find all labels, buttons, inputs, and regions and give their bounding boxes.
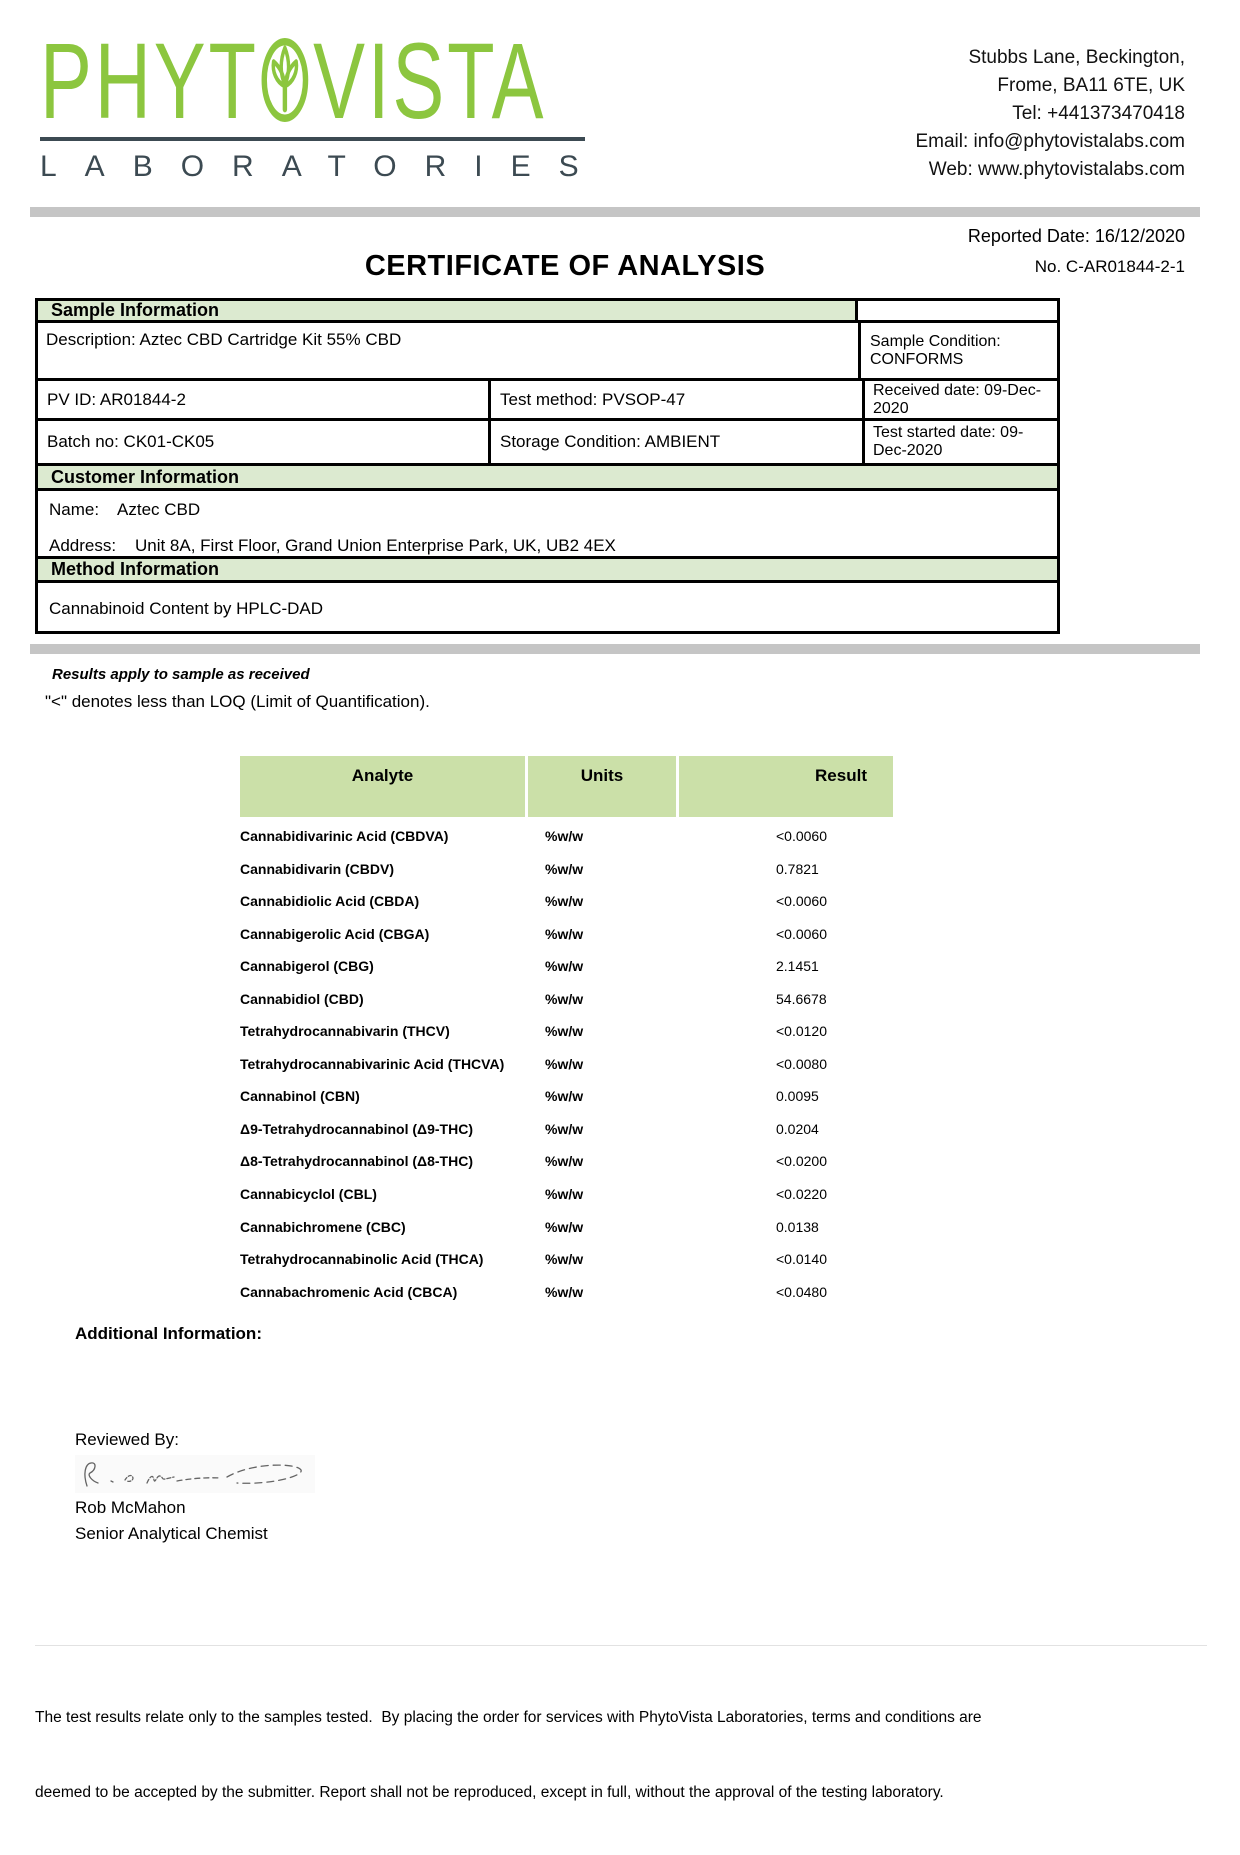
- analyte-units: %w/w: [545, 990, 584, 1007]
- analyte-name: Cannabidivarinic Acid (CBDVA): [240, 828, 449, 844]
- method-information-header: [35, 556, 1060, 583]
- batch-no: Batch no: CK01-CK05: [47, 432, 215, 451]
- method-name: Cannabinoid Content by HPLC-DAD: [49, 599, 324, 618]
- logo-wordmark: [40, 20, 547, 141]
- results-table-row: [240, 1219, 893, 1252]
- sample-description: Description: Aztec CBD Cartridge Kit 55% CBD: [46, 330, 402, 349]
- reviewer-name: Rob McMahon: [75, 1498, 186, 1517]
- analyte-units: %w/w: [545, 893, 584, 910]
- results-table-row: [240, 958, 893, 991]
- footer-line2: deemed to be accepted by the submitter. Report shall not be reproduced, except in full, without the approval of the testing laboratory.: [35, 1784, 944, 1801]
- results-note-loq: "<" denotes less than LOQ (Limit of Quantification).: [45, 692, 430, 711]
- analyte-name: Δ9-Tetrahydrocannabinol (Δ9-THC): [240, 1120, 473, 1137]
- test-started-date: Test started date: 09-Dec-2020: [862, 421, 1057, 463]
- analyte-units: %w/w: [545, 1251, 584, 1268]
- results-table-header: [240, 756, 893, 817]
- analyte-result: <0.0220: [776, 1186, 827, 1203]
- sample-ids-row: [35, 378, 1060, 421]
- analyte-result: 0.0204: [776, 1120, 819, 1137]
- report-number: No. C-AR01844-2-1: [1034, 257, 1185, 276]
- analyte-units: %w/w: [545, 1023, 584, 1040]
- analyte-result: <0.0060: [776, 893, 827, 910]
- analyte-units: %w/w: [545, 1153, 584, 1170]
- review-block: [75, 1430, 315, 1544]
- analyte-name: Cannabidiolic Acid (CBDA): [240, 893, 420, 910]
- test-method: Test method: PVSOP-47: [488, 381, 862, 418]
- analyte-units: %w/w: [545, 958, 584, 975]
- results-table-row: [240, 828, 893, 861]
- logo-subtitle: LABORATORIES: [40, 150, 607, 183]
- analyte-result: 2.1451: [776, 958, 819, 975]
- additional-information-label: Additional Information:: [75, 1324, 262, 1343]
- results-table-row: [240, 1023, 893, 1056]
- leaf-icon: [260, 37, 309, 123]
- results-table-row: [240, 926, 893, 959]
- analyte-units: %w/w: [545, 1088, 584, 1105]
- signature-scrawl: [75, 1455, 315, 1493]
- sample-information-header-spacer: [858, 301, 1057, 320]
- contact-email: Email: info@phytovistalabs.com: [915, 131, 1185, 152]
- customer-information-header: [35, 463, 1060, 491]
- analyte-result: <0.0140: [776, 1251, 827, 1268]
- logo-text-vista: VISTA: [313, 20, 547, 141]
- analyte-units: %w/w: [545, 1055, 584, 1072]
- results-table-row: [240, 1186, 893, 1219]
- analyte-result: 54.6678: [776, 990, 827, 1007]
- analyte-result: 0.0095: [776, 1088, 819, 1105]
- results-table-row: [240, 861, 893, 894]
- analyte-name: Tetrahydrocannabinolic Acid (THCA): [240, 1251, 484, 1268]
- sample-information-title: Sample Information: [38, 301, 858, 320]
- logo-text-phyt: PHYT: [40, 20, 259, 141]
- analyte-units: %w/w: [545, 1283, 584, 1300]
- contact-address-line2: Frome, BA11 6TE, UK: [997, 75, 1185, 96]
- analyte-result: <0.0480: [776, 1283, 827, 1300]
- customer-name: Name: Aztec CBD: [49, 500, 201, 519]
- logo: [40, 20, 607, 184]
- results-table-row: [240, 1121, 893, 1154]
- sample-information-header: [35, 298, 1060, 323]
- analyte-result: <0.0200: [776, 1153, 827, 1170]
- storage-condition: Storage Condition: AMBIENT: [488, 421, 862, 463]
- results-table-row: [240, 1088, 893, 1121]
- analyte-name: Cannabachromenic Acid (CBCA): [240, 1283, 458, 1300]
- results-table-row: [240, 1056, 893, 1089]
- analyte-result: <0.0120: [776, 1023, 827, 1040]
- results-table-row: [240, 893, 893, 926]
- analyte-units: %w/w: [545, 860, 584, 877]
- received-date: Received date: 09-Dec-2020: [862, 381, 1057, 418]
- analyte-units: %w/w: [545, 1120, 584, 1137]
- analyte-result: <0.0060: [776, 925, 827, 942]
- analyte-result: 0.0138: [776, 1218, 819, 1235]
- analyte-units: %w/w: [545, 925, 584, 942]
- footer-disclaimer: [35, 1645, 1207, 1855]
- analyte-name: Cannabicyclol (CBL): [240, 1186, 377, 1203]
- contact-address-line1: Stubbs Lane, Beckington,: [968, 47, 1185, 68]
- analyte-name: Cannabidivarin (CBDV): [240, 860, 395, 877]
- results-table-row: [240, 1284, 893, 1317]
- reported-date: Reported Date: 16/12/2020: [967, 226, 1185, 246]
- results-header-result: Result: [679, 756, 893, 817]
- analyte-result: 0.7821: [776, 860, 819, 877]
- analyte-result: <0.0080: [776, 1055, 827, 1072]
- analyte-units: %w/w: [545, 828, 584, 844]
- sample-batch-row: [35, 418, 1060, 466]
- analyte-name: Δ8-Tetrahydrocannabinol (Δ8-THC): [240, 1153, 473, 1170]
- sample-description-row: [35, 320, 1060, 381]
- customer-information-title: Customer Information: [38, 466, 1057, 488]
- results-table-row: [240, 1251, 893, 1284]
- method-information-box: [35, 580, 1060, 634]
- analyte-units: %w/w: [545, 1186, 584, 1203]
- footer-line1: The test results relate only to the samples tested. By placing the order for services with PhytoVista Laboratories, terms and conditions are: [35, 1709, 982, 1726]
- lab-contact-block: [915, 44, 1185, 184]
- analyte-name: Tetrahydrocannabivarinic Acid (THCVA): [240, 1055, 505, 1072]
- analyte-name: Cannabichromene (CBC): [240, 1218, 406, 1235]
- results-table-row: [240, 991, 893, 1024]
- analyte-name: Cannabigerolic Acid (CBGA): [240, 925, 430, 942]
- analyte-result: <0.0060: [776, 828, 827, 844]
- analyte-name: Cannabigerol (CBG): [240, 958, 374, 975]
- results-note-received: Results apply to sample as received: [52, 666, 310, 683]
- analyte-name: Cannabidiol (CBD): [240, 990, 364, 1007]
- reviewer-role: Senior Analytical Chemist: [75, 1524, 268, 1543]
- sample-condition: Sample Condition: CONFORMS: [858, 323, 1057, 378]
- analyte-name: Tetrahydrocannabivarin (THCV): [240, 1023, 450, 1040]
- analyte-units: %w/w: [545, 1218, 584, 1235]
- customer-information-box: [35, 488, 1060, 559]
- results-table-row: [240, 1153, 893, 1186]
- analyte-name: Cannabinol (CBN): [240, 1088, 360, 1105]
- pv-id: PV ID: AR01844-2: [47, 389, 186, 409]
- method-information-title: Method Information: [38, 559, 1057, 580]
- results-rows: [240, 828, 893, 1316]
- contact-phone: Tel: +441373470418: [1012, 103, 1185, 124]
- header-divider-bar: [30, 207, 1200, 217]
- info-tables: [35, 298, 1060, 634]
- results-header-units: Units: [528, 756, 676, 817]
- signature: [75, 1455, 315, 1493]
- reviewed-by-label: Reviewed By:: [75, 1430, 179, 1449]
- customer-address: Address: Unit 8A, First Floor, Grand Union Enterprise Park, UK, UB2 4EX: [49, 536, 616, 555]
- document-title: CERTIFICATE OF ANALYSIS: [364, 250, 766, 282]
- results-header-analyte: Analyte: [240, 756, 525, 817]
- section-divider-bar: [30, 644, 1200, 654]
- contact-web: Web: www.phytovistalabs.com: [928, 159, 1185, 180]
